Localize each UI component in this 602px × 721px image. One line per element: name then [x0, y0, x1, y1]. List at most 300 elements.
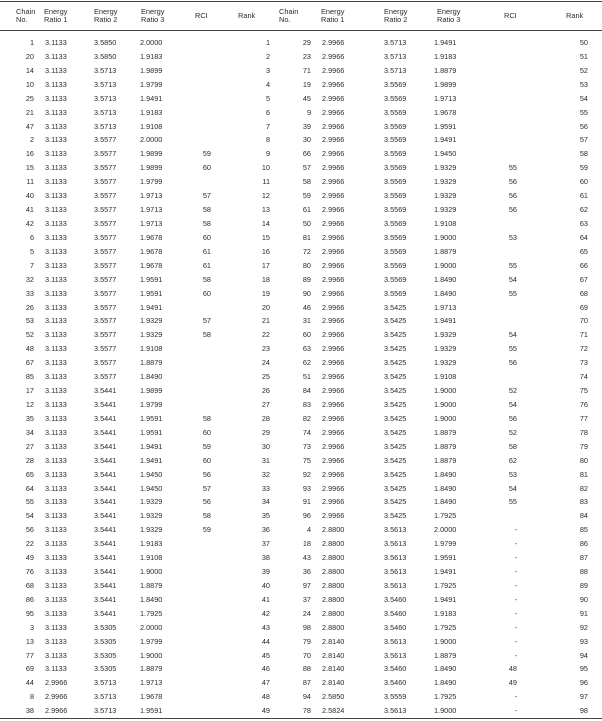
- cell-rank-2: 96: [579, 678, 588, 688]
- cell-chain-no-2: 43: [302, 553, 311, 563]
- cell-energy-ratio-1: 3.1133: [45, 525, 67, 535]
- cell-chain-no-2: 92: [302, 469, 311, 479]
- cell-rci-2: 48: [508, 664, 517, 674]
- cell-chain-no-2: 75: [302, 455, 311, 465]
- cell-energy-ratio-2-2: 3.5425: [384, 302, 407, 312]
- cell-rank: 8: [265, 135, 270, 145]
- cell-rank-2: 83: [579, 497, 588, 507]
- top-rule: [0, 1, 602, 2]
- cell-rank: 27: [261, 399, 270, 409]
- cell-energy-ratio-2: 3.5441: [94, 608, 117, 618]
- cell-chain-no-2: 31: [302, 316, 311, 326]
- cell-energy-ratio-1: 3.1133: [45, 622, 67, 632]
- cell-energy-ratio-1: 3.1133: [45, 372, 67, 382]
- table-row: [0, 231, 602, 245]
- cell-energy-ratio-1-2: 2.8800: [322, 539, 345, 549]
- cell-chain-no-2: 71: [302, 65, 311, 75]
- cell-energy-ratio-2: 3.5577: [94, 232, 117, 242]
- cell-rci: 61: [202, 260, 211, 270]
- cell-energy-ratio-3-2: 1.9678: [434, 107, 457, 117]
- cell-chain-no-2: 36: [302, 567, 311, 577]
- cell-rci-2: [490, 120, 538, 134]
- cell-chain-no: 25: [25, 93, 34, 103]
- cell-energy-ratio-3: 1.9591: [140, 427, 163, 437]
- cell-energy-ratio-1: 3.1133: [45, 65, 67, 75]
- cell-energy-ratio-2-2: 3.5613: [384, 525, 407, 535]
- cell-rci-2: 56: [508, 205, 517, 215]
- table-row: [0, 662, 602, 676]
- cell-energy-ratio-3: 1.9329: [140, 330, 163, 340]
- cell-energy-ratio-1-2: 2.9966: [322, 330, 345, 340]
- cell-energy-ratio-1-2: 2.8140: [322, 664, 345, 674]
- cell-rci: 58: [202, 413, 211, 423]
- cell-energy-ratio-1-2: 2.9966: [322, 455, 345, 465]
- cell-energy-ratio-1-2: 2.5850: [322, 692, 345, 702]
- cell-rci-2: 62: [508, 455, 517, 465]
- cell-rank: 36: [261, 525, 270, 535]
- cell-chain-no-2: 91: [302, 497, 311, 507]
- cell-energy-ratio-2-2: 3.5569: [384, 149, 407, 159]
- cell-energy-ratio-2-2: 3.5425: [384, 427, 407, 437]
- cell-chain-no: 44: [25, 678, 34, 688]
- cell-energy-ratio-2-2: 3.5569: [384, 260, 407, 270]
- cell-chain-no-2: 45: [302, 93, 311, 103]
- cell-energy-ratio-3-2: 1.9329: [434, 330, 457, 340]
- cell-energy-ratio-3-2: 1.9899: [434, 79, 457, 89]
- cell-energy-ratio-3: 1.9899: [140, 149, 163, 159]
- table-row: [0, 203, 602, 217]
- cell-energy-ratio-1-2: 2.9966: [322, 372, 345, 382]
- cell-energy-ratio-1-2: 2.8140: [322, 636, 345, 646]
- cell-energy-ratio-2: 3.5441: [94, 580, 117, 590]
- cell-energy-ratio-2-2: 3.5425: [384, 469, 407, 479]
- cell-chain-no-2: 57: [302, 163, 311, 173]
- cell-rank: 10: [261, 163, 270, 173]
- cell-chain-no: 2: [29, 135, 34, 145]
- cell-energy-ratio-1: 3.1133: [45, 399, 67, 409]
- cell-energy-ratio-3-2: 1.8879: [434, 246, 457, 256]
- cell-chain-no: 65: [25, 469, 34, 479]
- cell-energy-ratio-3: 1.9591: [140, 274, 163, 284]
- cell-energy-ratio-3: 1.9491: [140, 93, 163, 103]
- cell-energy-ratio-1-2: 2.9966: [322, 51, 345, 61]
- table-row: [0, 565, 602, 579]
- cell-chain-no: 17: [25, 386, 34, 396]
- table-row: [0, 189, 602, 203]
- cell-energy-ratio-2-2: 3.5460: [384, 678, 407, 688]
- cell-rank-2: 72: [579, 344, 588, 354]
- cell-energy-ratio-2: 3.5713: [94, 93, 117, 103]
- cell-energy-ratio-3-2: 1.9329: [434, 191, 457, 201]
- cell-energy-ratio-2: 3.5577: [94, 288, 117, 298]
- cell-rank: 37: [261, 539, 270, 549]
- cell-energy-ratio-2-2: 3.5569: [384, 246, 407, 256]
- cell-chain-no: 15: [25, 163, 34, 173]
- cell-rci: [190, 106, 238, 120]
- cell-chain-no-2: 63: [302, 344, 311, 354]
- table-row: [0, 412, 602, 426]
- cell-energy-ratio-1-2: 2.9966: [322, 191, 345, 201]
- cell-chain-no: 22: [25, 539, 34, 549]
- cell-energy-ratio-3: 1.9450: [140, 483, 163, 493]
- cell-chain-no: 10: [25, 79, 34, 89]
- cell-rci-2: [490, 106, 538, 120]
- cell-energy-ratio-1: 3.1133: [45, 246, 67, 256]
- header-chain-no-2: Chain No.: [279, 6, 299, 24]
- cell-rci-2: 55: [508, 288, 517, 298]
- cell-chain-no: 53: [25, 316, 34, 326]
- table-row: [0, 551, 602, 565]
- cell-chain-no-2: 72: [302, 246, 311, 256]
- cell-energy-ratio-2-2: 3.5569: [384, 232, 407, 242]
- cell-rci: [190, 384, 238, 398]
- cell-energy-ratio-2: 3.5441: [94, 427, 117, 437]
- cell-energy-ratio-3-2: 1.9591: [434, 553, 457, 563]
- cell-energy-ratio-2-2: 3.5425: [384, 413, 407, 423]
- cell-energy-ratio-3: 2.0000: [140, 38, 163, 47]
- cell-rci: 60: [202, 232, 211, 242]
- cell-chain-no-2: 19: [302, 79, 311, 89]
- cell-rci-2: [490, 64, 538, 78]
- cell-energy-ratio-3-2: 1.9491: [434, 38, 457, 47]
- cell-energy-ratio-2: 3.5713: [94, 678, 117, 688]
- cell-rci-2: 55: [508, 497, 517, 507]
- cell-chain-no-2: 84: [302, 386, 311, 396]
- cell-energy-ratio-2-2: 3.5425: [384, 497, 407, 507]
- cell-energy-ratio-3: 1.7925: [140, 608, 163, 618]
- cell-energy-ratio-3-2: 1.9450: [434, 149, 457, 159]
- cell-energy-ratio-2-2: 3.5613: [384, 706, 407, 716]
- cell-energy-ratio-2-2: 3.5460: [384, 608, 407, 618]
- cell-energy-ratio-1: 3.1133: [45, 121, 67, 131]
- cell-rci-2: [490, 78, 538, 92]
- cell-rank-2: 52: [579, 65, 588, 75]
- cell-chain-no: 3: [29, 622, 34, 632]
- cell-energy-ratio-1-2: 2.9966: [322, 344, 345, 354]
- cell-rci-2: -: [514, 594, 517, 604]
- cell-rank: 13: [261, 205, 270, 215]
- cell-energy-ratio-1-2: 2.9966: [322, 149, 345, 159]
- cell-energy-ratio-3-2: 1.9000: [434, 399, 457, 409]
- cell-energy-ratio-3: 1.9183: [140, 107, 163, 117]
- cell-energy-ratio-1: 3.1133: [45, 79, 67, 89]
- header-energy-ratio-2: Energy Ratio 2: [94, 6, 118, 24]
- cell-energy-ratio-2: 3.5441: [94, 525, 117, 535]
- cell-rank-2: 78: [579, 427, 588, 437]
- cell-rank-2: 62: [579, 205, 588, 215]
- cell-chain-no: 28: [25, 455, 34, 465]
- cell-rank: 43: [261, 622, 270, 632]
- cell-rci: [190, 36, 238, 50]
- cell-rci-2: -: [514, 525, 517, 535]
- cell-energy-ratio-2-2: 3.5569: [384, 218, 407, 228]
- cell-chain-no-2: 98: [302, 622, 311, 632]
- cell-rci: [190, 398, 238, 412]
- cell-energy-ratio-3: 1.9329: [140, 511, 163, 521]
- cell-rci-2: [490, 217, 538, 231]
- cell-energy-ratio-1: 3.1133: [45, 413, 67, 423]
- cell-rank: 6: [265, 107, 270, 117]
- cell-energy-ratio-1-2: 2.9966: [322, 288, 345, 298]
- cell-energy-ratio-1-2: 2.9966: [322, 483, 345, 493]
- cell-rci-2: 53: [508, 469, 517, 479]
- cell-rank-2: 55: [579, 107, 588, 117]
- cell-energy-ratio-1-2: 2.9966: [322, 316, 345, 326]
- cell-rci-2: -: [514, 567, 517, 577]
- cell-rci-2: 53: [508, 232, 517, 242]
- cell-energy-ratio-3: 1.9713: [140, 205, 163, 215]
- cell-chain-no-2: 81: [302, 232, 311, 242]
- cell-energy-ratio-1: 2.9966: [45, 678, 68, 688]
- cell-energy-ratio-1: 3.1133: [45, 483, 67, 493]
- cell-chain-no-2: 96: [302, 511, 311, 521]
- cell-energy-ratio-3-2: 1.8490: [434, 664, 457, 674]
- cell-energy-ratio-2-2: 3.5569: [384, 135, 407, 145]
- cell-energy-ratio-3-2: 1.9329: [434, 358, 457, 368]
- cell-chain-no-2: 59: [302, 191, 311, 201]
- cell-energy-ratio-2-2: 3.5425: [384, 441, 407, 451]
- cell-rci: [190, 579, 238, 593]
- cell-chain-no: 14: [25, 65, 34, 75]
- cell-rank: 33: [261, 483, 270, 493]
- table-row: [0, 36, 602, 50]
- cell-rci: [190, 133, 238, 147]
- cell-chain-no: 56: [25, 525, 34, 535]
- cell-energy-ratio-1-2: 2.8800: [322, 580, 345, 590]
- cell-energy-ratio-2-2: 3.5425: [384, 372, 407, 382]
- cell-energy-ratio-2: 3.5577: [94, 344, 117, 354]
- cell-rci: [190, 537, 238, 551]
- cell-energy-ratio-2: 3.5441: [94, 539, 117, 549]
- cell-energy-ratio-1: 3.1133: [45, 553, 67, 563]
- cell-rci-2: 56: [508, 413, 517, 423]
- cell-energy-ratio-3: 1.9713: [140, 191, 163, 201]
- cell-chain-no-2: 39: [302, 121, 311, 131]
- cell-energy-ratio-2: 3.5577: [94, 302, 117, 312]
- cell-energy-ratio-2: 3.5577: [94, 191, 117, 201]
- cell-energy-ratio-3: 1.9799: [140, 399, 163, 409]
- cell-energy-ratio-3: 1.9799: [140, 177, 163, 187]
- table-header: [0, 3, 602, 29]
- cell-energy-ratio-1-2: 2.9966: [322, 65, 345, 75]
- cell-chain-no-2: 18: [302, 539, 311, 549]
- cell-energy-ratio-2-2: 3.5569: [384, 177, 407, 187]
- cell-energy-ratio-2-2: 3.5569: [384, 79, 407, 89]
- cell-energy-ratio-3: 1.9183: [140, 539, 163, 549]
- cell-rank: 31: [261, 455, 270, 465]
- cell-energy-ratio-1-2: 2.9966: [322, 205, 345, 215]
- cell-rank: 5: [265, 93, 270, 103]
- cell-chain-no-2: 90: [302, 288, 311, 298]
- cell-rci: 59: [202, 149, 211, 159]
- cell-rank: 25: [261, 372, 270, 382]
- cell-rank: 40: [261, 580, 270, 590]
- cell-rci: 58: [202, 511, 211, 521]
- cell-rci-2: 54: [508, 483, 517, 493]
- cell-rank: 3: [265, 65, 270, 75]
- cell-energy-ratio-3-2: 1.8879: [434, 650, 457, 660]
- cell-rank-2: 81: [579, 469, 588, 479]
- cell-rank: 1: [265, 38, 270, 47]
- cell-chain-no: 26: [25, 302, 34, 312]
- cell-energy-ratio-1: 3.1133: [45, 288, 67, 298]
- cell-energy-ratio-3: 1.9329: [140, 316, 163, 326]
- cell-rank-2: 57: [579, 135, 588, 145]
- cell-chain-no-2: 50: [302, 218, 311, 228]
- table-row: [0, 64, 602, 78]
- cell-chain-no: 6: [29, 232, 34, 242]
- cell-chain-no-2: 46: [302, 302, 311, 312]
- table-row: [0, 133, 602, 147]
- table-row: [0, 245, 602, 259]
- cell-energy-ratio-2: 3.5713: [94, 65, 117, 75]
- cell-rank-2: 69: [579, 302, 588, 312]
- cell-energy-ratio-2-2: 3.5613: [384, 553, 407, 563]
- cell-energy-ratio-1: 2.9966: [45, 692, 68, 702]
- cell-energy-ratio-1: 3.1133: [45, 274, 67, 284]
- cell-energy-ratio-3-2: 1.9491: [434, 594, 457, 604]
- cell-energy-ratio-3: 1.9108: [140, 121, 163, 131]
- table-row: [0, 328, 602, 342]
- cell-rci: [190, 92, 238, 106]
- cell-rci-2: 55: [508, 163, 517, 173]
- cell-energy-ratio-2: 3.5441: [94, 399, 117, 409]
- cell-rci-2: 54: [508, 330, 517, 340]
- cell-energy-ratio-2-2: 3.5713: [384, 38, 407, 47]
- cell-chain-no-2: 61: [302, 205, 311, 215]
- cell-rank-2: 50: [579, 38, 588, 47]
- cell-energy-ratio-1: 3.1133: [45, 218, 67, 228]
- cell-rci: 61: [202, 246, 211, 256]
- cell-rci-2: [490, 92, 538, 106]
- cell-chain-no: 27: [25, 441, 34, 451]
- table-row: [0, 314, 602, 328]
- cell-rci-2: 54: [508, 274, 517, 284]
- cell-energy-ratio-1-2: 2.9966: [322, 79, 345, 89]
- cell-energy-ratio-1-2: 2.9966: [322, 399, 345, 409]
- cell-energy-ratio-1: 3.1133: [45, 580, 67, 590]
- cell-rank: 9: [265, 149, 270, 159]
- cell-rci: [190, 565, 238, 579]
- cell-energy-ratio-1: 3.1133: [45, 594, 67, 604]
- header-energy-ratio-3: Energy Ratio 3: [141, 6, 165, 24]
- cell-energy-ratio-1-2: 2.9966: [322, 232, 345, 242]
- table-row: [0, 50, 602, 64]
- cell-energy-ratio-1-2: 2.9966: [322, 386, 345, 396]
- cell-energy-ratio-1-2: 2.9966: [322, 260, 345, 270]
- cell-rank-2: 68: [579, 288, 588, 298]
- header-energy-ratio-3-2: Energy Ratio 3: [437, 6, 461, 24]
- cell-chain-no: 20: [25, 51, 34, 61]
- cell-rank: 24: [261, 358, 270, 368]
- cell-energy-ratio-1: 3.1133: [45, 177, 67, 187]
- cell-energy-ratio-3: 1.9799: [140, 79, 163, 89]
- cell-rank-2: 59: [579, 163, 588, 173]
- cell-rci-2: 52: [508, 427, 517, 437]
- table-row: [0, 273, 602, 287]
- cell-energy-ratio-3-2: 1.9329: [434, 205, 457, 215]
- cell-rci-2: -: [514, 706, 517, 716]
- cell-rci: [190, 621, 238, 635]
- cell-rci: 57: [202, 191, 211, 201]
- cell-energy-ratio-1-2: 2.8800: [322, 553, 345, 563]
- cell-energy-ratio-1-2: 2.9966: [322, 107, 345, 117]
- cell-energy-ratio-1: 3.1133: [45, 664, 67, 674]
- cell-rci-2: -: [514, 636, 517, 646]
- cell-chain-no: 85: [25, 372, 34, 382]
- cell-energy-ratio-1: 3.1133: [45, 205, 67, 215]
- cell-energy-ratio-1-2: 2.9966: [322, 358, 345, 368]
- cell-rci-2: 56: [508, 177, 517, 187]
- cell-rank-2: 71: [579, 330, 588, 340]
- table-row: [0, 454, 602, 468]
- cell-energy-ratio-2: 3.5850: [94, 38, 117, 47]
- cell-energy-ratio-3: 1.9899: [140, 163, 163, 173]
- cell-rci-2: -: [514, 692, 517, 702]
- cell-chain-no-2: 37: [302, 594, 311, 604]
- cell-rank-2: 82: [579, 483, 588, 493]
- cell-energy-ratio-2-2: 3.5460: [384, 622, 407, 632]
- cell-rank: 19: [261, 288, 270, 298]
- cell-rank: 23: [261, 344, 270, 354]
- cell-energy-ratio-3-2: 1.9000: [434, 706, 457, 716]
- table-row: [0, 356, 602, 370]
- cell-rank: 44: [261, 636, 270, 646]
- cell-energy-ratio-3-2: 1.8879: [434, 65, 457, 75]
- cell-energy-ratio-2-2: 3.5569: [384, 274, 407, 284]
- cell-rci: 57: [202, 316, 211, 326]
- cell-rci-2: -: [514, 650, 517, 660]
- cell-rci: 56: [202, 469, 211, 479]
- cell-rank-2: 74: [579, 372, 588, 382]
- cell-energy-ratio-1-2: 2.8800: [322, 594, 345, 604]
- cell-energy-ratio-3: 1.8490: [140, 372, 163, 382]
- table-row: [0, 78, 602, 92]
- table-row: [0, 426, 602, 440]
- cell-energy-ratio-2: 3.5713: [94, 706, 117, 716]
- header-energy-ratio-2-2: Energy Ratio 2: [384, 6, 408, 24]
- cell-energy-ratio-2: 3.5305: [94, 650, 117, 660]
- cell-energy-ratio-3-2: 1.9183: [434, 608, 457, 618]
- cell-rci: [190, 649, 238, 663]
- cell-rank-2: 92: [579, 622, 588, 632]
- cell-energy-ratio-2: 3.5577: [94, 177, 117, 187]
- cell-energy-ratio-1: 3.1133: [45, 469, 67, 479]
- cell-rank: 21: [261, 316, 270, 326]
- cell-energy-ratio-3: 1.9678: [140, 260, 163, 270]
- cell-energy-ratio-2: 3.5577: [94, 330, 117, 340]
- cell-rci-2: 55: [508, 260, 517, 270]
- cell-energy-ratio-3-2: 1.9000: [434, 260, 457, 270]
- cell-chain-no-2: 70: [302, 650, 311, 660]
- cell-energy-ratio-1-2: 2.9966: [322, 121, 345, 131]
- cell-energy-ratio-2: 3.5713: [94, 79, 117, 89]
- cell-rci-2: -: [514, 580, 517, 590]
- cell-energy-ratio-1: 3.1133: [45, 38, 67, 47]
- cell-energy-ratio-1: 3.1133: [45, 316, 67, 326]
- cell-energy-ratio-3-2: 1.7925: [434, 692, 457, 702]
- cell-rci: 60: [202, 427, 211, 437]
- cell-energy-ratio-1: 3.1133: [45, 302, 67, 312]
- cell-chain-no-2: 58: [302, 177, 311, 187]
- cell-rank-2: 65: [579, 246, 588, 256]
- cell-energy-ratio-3-2: 1.7925: [434, 622, 457, 632]
- cell-energy-ratio-3-2: 1.8490: [434, 469, 457, 479]
- cell-rank-2: 73: [579, 358, 588, 368]
- cell-energy-ratio-2: 3.5850: [94, 51, 117, 61]
- cell-rci-2: [490, 301, 538, 315]
- cell-chain-no: 54: [25, 511, 34, 521]
